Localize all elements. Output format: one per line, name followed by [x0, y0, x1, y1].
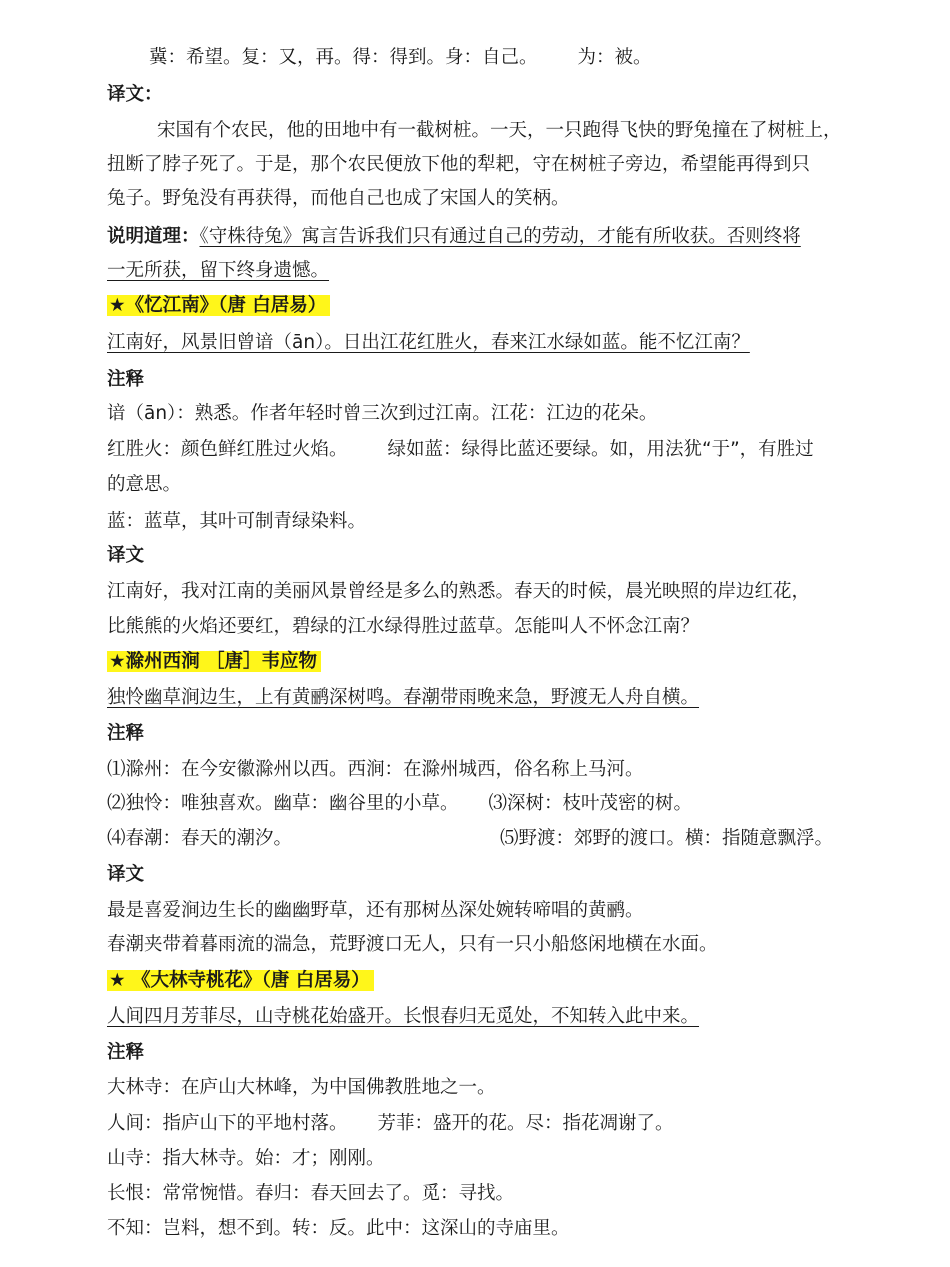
poem-title: ★滁州西涧 ［唐］韦应物 [107, 651, 321, 672]
note-item: ⑵独怜：唯独喜欢。幽草：幽谷里的小草。 [107, 793, 459, 814]
moral-text: 《守株待兔》寓言告诉我们只有通过自己的劳动，才能有所收获。否则终将 [199, 226, 801, 247]
poem-title-line [107, 290, 868, 322]
note-line: 不知：岂料，想不到。转：反。此中：这深山的寺庙里。 [107, 1218, 570, 1239]
vocab-note: 冀：希望。复：又，再。得：得到。身：自己。 [149, 47, 538, 68]
poem-text: 人间四月芳菲尽，山寺桃花始盛开。长恨春归无觅处，不知转入此中来。 [107, 1006, 700, 1027]
translation-line: 宋国有个农民，他的田地中有一截树桩。一天，一只跑得飞快的野兔撞在了树桩上， [157, 120, 842, 141]
poem-text-line [107, 682, 868, 714]
translation-line: 最是喜爱涧边生长的幽幽野草，还有那树丛深处婉转啼唱的黄鹂。 [107, 900, 644, 921]
note-line [107, 1108, 868, 1140]
note-item: 人间：指庐山下的平地村落。 [107, 1113, 348, 1134]
poem-text: 独怜幽草涧边生，上有黄鹂深树鸣。春潮带雨晚来急，野渡无人舟自横。 [107, 687, 700, 708]
moral-label: 说明道理： [107, 226, 200, 247]
notes-heading: 注释 [107, 723, 145, 744]
notes-heading: 注释 [107, 1042, 145, 1063]
note-line: 长恨：常常惋惜。春归：春天回去了。觅：寻找。 [107, 1183, 515, 1204]
translation-heading: 译文 [107, 545, 145, 566]
note-line [107, 434, 868, 466]
note-line: 蓝：蓝草，其叶可制青绿染料。 [107, 511, 367, 532]
poem-title-line [107, 646, 868, 678]
note-item: ⑶深树：枝叶茂密的树。 [488, 793, 693, 814]
moral-line [107, 255, 868, 287]
poem-text: 江南好，风景旧曾谙（ān）。日出江花红胜火，春来江水绿如蓝。能不忆江南？ [107, 332, 750, 353]
poem-text-line [107, 327, 868, 359]
poem-title: ★《忆江南》（唐 白居易） [107, 295, 330, 316]
note-item: 芳菲：盛开的花。尽：指花凋谢了。 [377, 1113, 674, 1134]
note-item: 红胜火：颜色鲜红胜过火焰。 [107, 439, 348, 460]
note-item: 绿如蓝：绿得比蓝还要绿。如，用法犹“于”，有胜过 [387, 439, 814, 460]
moral-text: 一无所获，留下终身遗憾。 [107, 260, 330, 281]
translation-heading: 译文 [107, 864, 145, 885]
note-line: 谙（ān）：熟悉。作者年轻时曾三次到过江南。江花：江边的花朵。 [107, 403, 658, 424]
note-line [107, 788, 868, 820]
poem-title: ★ 《大林寺桃花》（唐 白居易） [107, 970, 374, 991]
vocab-note-line [149, 42, 868, 74]
vocab-note-wei: 为：被。 [577, 47, 652, 68]
notes-heading: 注释 [107, 369, 145, 390]
translation-line: 比熊熊的火焰还要红，碧绿的江水绿得胜过蓝草。怎能叫人不怀念江南？ [107, 616, 700, 637]
note-item: ⑷春潮：春天的潮汐。 [107, 828, 293, 849]
translation-heading: 译文： [107, 84, 163, 105]
moral-line [107, 221, 868, 253]
poem-title-line [107, 965, 868, 997]
note-line: 山寺：指大林寺。始：才；刚刚。 [107, 1148, 385, 1169]
note-item: ⑸野渡：郊野的渡口。横：指随意飘浮。 [500, 828, 834, 849]
poem-text-line [107, 1001, 868, 1033]
note-line [107, 823, 868, 855]
translation-line: 扭断了脖子死了。于是，那个农民便放下他的犁耙，守在树桩子旁边，希望能再得到只 [107, 154, 811, 175]
translation-line: 春潮夹带着暮雨流的湍急，荒野渡口无人，只有一只小船悠闲地横在水面。 [107, 934, 718, 955]
note-line: 的意思。 [107, 474, 182, 495]
translation-line: 兔子。野兔没有再获得，而他自己也成了宋国人的笑柄。 [107, 188, 570, 209]
note-line: ⑴滁州：在今安徽滁州以西。西涧：在滁州城西，俗名称上马河。 [107, 759, 644, 780]
translation-line: 江南好，我对江南的美丽风景曾经是多么的熟悉。春天的时候，晨光映照的岸边红花， [107, 581, 811, 602]
note-line: 大林寺：在庐山大林峰，为中国佛教胜地之一。 [107, 1077, 496, 1098]
